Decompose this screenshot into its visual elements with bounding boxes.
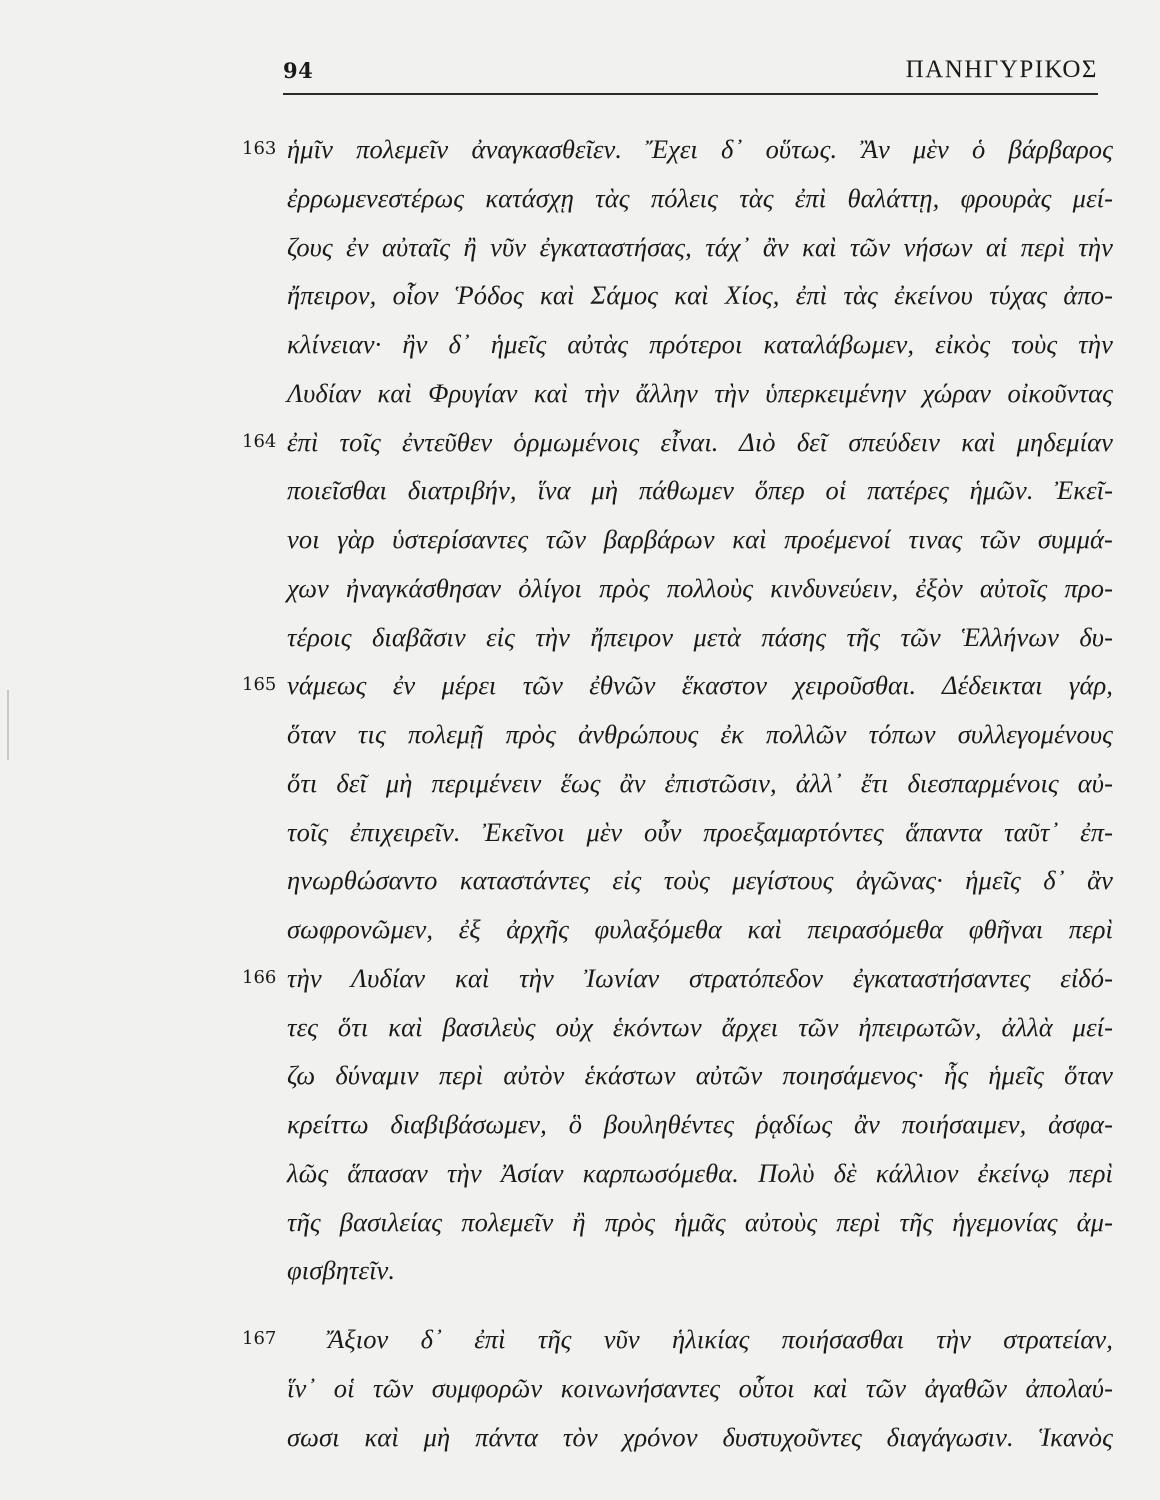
text-line: τες ὅτι καὶ βασιλεὺς οὐχ ἑκόντων ἄρχει τῶν ἠπειρωτῶν, ἀλλὰ μεί- <box>287 1012 1113 1042</box>
text-line: σωσι καὶ μὴ πάντα τὸν χρόνον δυστυχοῦντες διαγάγωσιν. Ἱκανὸς <box>287 1422 1113 1452</box>
text-line: φισβητεῖν. <box>287 1255 396 1285</box>
page-number: 94 <box>283 58 314 83</box>
text-line: νάμεως ἐν μέρει τῶν ἐθνῶν ἕκαστον χειροῦσθαι. Δέδεικται γάρ, <box>287 670 1113 700</box>
text-line: ἵν᾽ οἱ τῶν συμφορῶν κοινωνήσαντες οὗτοι καὶ τῶν ἀγαθῶν ἀπολαύ- <box>287 1373 1113 1403</box>
section-number-165: 165 <box>242 674 277 695</box>
text-line: τοῖς ἐπιχειρεῖν. Ἐκεῖνοι μὲν οὖν προεξαμαρτόντες ἅπαντα ταῦτ᾽ ἐπ- <box>287 817 1113 847</box>
running-title: ΠΑΝΗΓΥΡΙΚΟΣ <box>905 56 1098 83</box>
text-line: ὅταν τις πολεμῇ πρὸς ἀνθρώπους ἐκ πολλῶν τόπων συλλεγομένους <box>287 719 1113 749</box>
text-line: νοι γὰρ ὑστερίσαντες τῶν βαρβάρων καὶ προέμενοί τινας τῶν συμμά- <box>287 524 1113 554</box>
text-line: τὴν Λυδίαν καὶ τὴν Ἰωνίαν στρατόπεδον ἐγκαταστήσαντες εἰδό- <box>287 963 1113 993</box>
header-rule <box>283 93 1098 95</box>
section-number-164: 164 <box>242 431 277 452</box>
text-line: Ἄξιον δ᾽ ἐπὶ τῆς νῦν ἡλικίας ποιήσασθαι τὴν στρατείαν, <box>328 1324 1113 1354</box>
text-line: ὅτι δεῖ μὴ περιμένειν ἕως ἂν ἐπιστῶσιν, ἀλλ᾽ ἔτι διεσπαρμένοις αὐ- <box>287 768 1113 798</box>
text-line: ζους ἐν αὐταῖς ἢ νῦν ἐγκαταστήσας, τάχ᾽ ἂν καὶ τῶν νήσων αἱ περὶ τὴν <box>287 232 1113 262</box>
text-line: ἤπειρον, οἷον Ῥόδος καὶ Σάμος καὶ Χίος, ἐπὶ τὰς ἐκείνου τύχας ἀπο- <box>287 280 1113 310</box>
text-line: ἐρρωμενεστέρως κατάσχῃ τὰς πόλεις τὰς ἐπὶ θαλάττῃ, φρουρὰς μεί- <box>287 183 1113 213</box>
text-line: ποιεῖσθαι διατριβήν, ἵνα μὴ πάθωμεν ὅπερ οἱ πατέρες ἡμῶν. Ἐκεῖ- <box>287 475 1113 505</box>
text-line: ηνωρθώσαντο καταστάντες εἰς τοὺς μεγίστους ἀγῶνας· ἡμεῖς δ᾽ ἂν <box>287 865 1113 895</box>
text-line: Λυδίαν καὶ Φρυγίαν καὶ τὴν ἄλλην τὴν ὑπερκειμένην χώραν οἰκοῦντας <box>287 378 1113 408</box>
text-line: ἡμῖν πολεμεῖν ἀναγκασθεῖεν. Ἔχει δ᾽ οὕτως. Ἂν μὲν ὁ βάρβαρος <box>287 134 1113 164</box>
text-line: κρείττω διαβιβάσωμεν, ὃ βουληθέντες ῥᾳδίως ἂν ποιήσαιμεν, ἀσφα- <box>287 1109 1113 1139</box>
text-line: τῆς βασιλείας πολεμεῖν ἢ πρὸς ἡμᾶς αὐτοὺς περὶ τῆς ἡγεμονίας ἀμ- <box>287 1207 1113 1237</box>
section-number-166: 166 <box>242 967 277 988</box>
scan-edge-mark <box>7 690 9 760</box>
text-line: χων ἠναγκάσθησαν ὀλίγοι πρὸς πολλοὺς κινδυνεύειν, ἐξὸν αὐτοῖς προ- <box>287 573 1113 603</box>
text-line: ἐπὶ τοῖς ἐντεῦθεν ὁρμωμένοις εἶναι. Διὸ δεῖ σπεύδειν καὶ μηδεμίαν <box>287 427 1113 457</box>
running-head <box>283 52 1098 92</box>
section-number-167: 167 <box>242 1328 277 1349</box>
section-number-163: 163 <box>242 138 277 159</box>
text-line: τέροις διαβᾶσιν εἰς τὴν ἤπειρον μετὰ πάσης τῆς τῶν Ἑλλήνων δυ- <box>287 622 1113 652</box>
text-line: λῶς ἅπασαν τὴν Ἀσίαν καρπωσόμεθα. Πολὺ δὲ κάλλιον ἐκείνῳ περὶ <box>287 1158 1113 1188</box>
text-line: σωφρονῶμεν, ἐξ ἀρχῆς φυλαξόμεθα καὶ πειρασόμεθα φθῆναι περὶ <box>287 914 1113 944</box>
text-line: κλίνειαν· ἢν δ᾽ ἡμεῖς αὐτὰς πρότεροι καταλάβωμεν, εἰκὸς τοὺς τὴν <box>287 329 1113 359</box>
text-line: ζω δύναμιν περὶ αὐτὸν ἑκάστων αὐτῶν ποιησάμενος· ἧς ἡμεῖς ὅταν <box>287 1060 1113 1090</box>
